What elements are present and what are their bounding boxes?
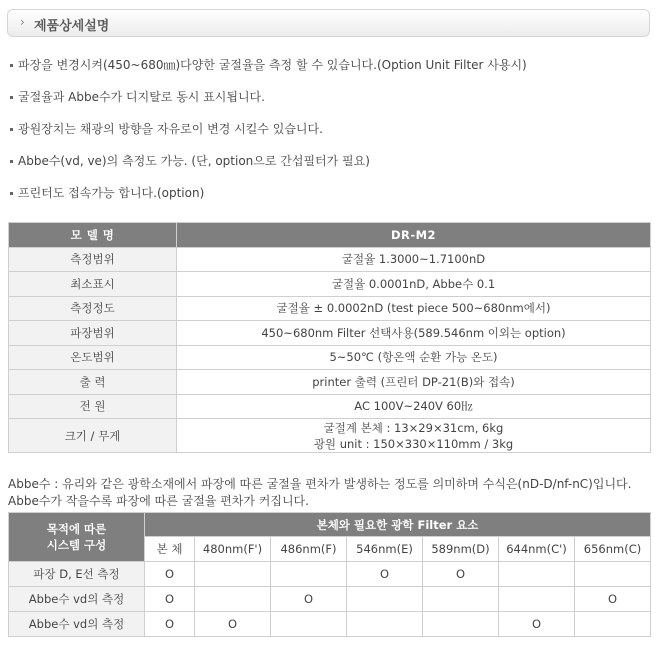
filter-cell — [271, 562, 347, 587]
filter-column-header: 486nm(F) — [271, 537, 347, 562]
feature-item: 광원장치는 채광의 방향을 자유로이 변경 시킬수 있습니다. — [10, 120, 323, 137]
filter-corner-header: 목적에 따른 시스템 구성 — [9, 513, 145, 562]
spec-header-label: 모 델 명 — [9, 223, 177, 248]
filter-cell — [423, 587, 499, 612]
spec-value: 굴절율 1.3000~1.7100nD — [177, 247, 651, 272]
bullet-icon — [10, 128, 13, 131]
spec-label: 측정범위 — [9, 247, 177, 272]
spec-value: 굴절율 0.0001nD, Abbe수 0.1 — [177, 272, 651, 297]
chevron-right-icon: › — [20, 15, 25, 29]
spec-label: 온도범위 — [9, 345, 177, 370]
filter-cell — [347, 587, 423, 612]
table-row — [9, 296, 651, 321]
spec-value: 450~680nm Filter 선택사용(589.546nm 이외는 option) — [177, 321, 651, 346]
filter-cell — [499, 562, 575, 587]
filter-cell — [347, 612, 423, 637]
table-row — [9, 272, 651, 297]
bullet-icon — [10, 192, 13, 195]
table-row — [9, 419, 651, 453]
spec-table — [8, 222, 651, 453]
filter-cell: O — [347, 562, 423, 587]
filter-column-header: 본 체 — [145, 537, 195, 562]
filter-cell: O — [195, 612, 271, 637]
filter-table — [8, 512, 651, 637]
filter-column-header: 480nm(F') — [195, 537, 271, 562]
feature-item: 굴절율과 Abbe수가 디지탈로 동시 표시됩니다. — [10, 88, 265, 105]
filter-cell — [423, 612, 499, 637]
filter-cell: O — [271, 587, 347, 612]
filter-cell — [575, 562, 651, 587]
filter-cell: O — [423, 562, 499, 587]
table-row — [9, 345, 651, 370]
bullet-icon — [10, 96, 13, 99]
filter-cell — [271, 612, 347, 637]
table-row — [9, 612, 651, 637]
filter-header-row — [9, 513, 651, 537]
bullet-icon — [10, 64, 13, 67]
filter-column-header: 546nm(E) — [347, 537, 423, 562]
filter-cell: O — [145, 587, 195, 612]
table-row — [9, 370, 651, 395]
filter-row-label: Abbe수 vd의 측정 — [9, 587, 145, 612]
filter-cell — [499, 587, 575, 612]
filter-cell — [195, 562, 271, 587]
section-title: 제품상세설명 — [34, 19, 110, 34]
table-row — [9, 394, 651, 419]
filter-cell — [575, 612, 651, 637]
feature-item: Abbe수(vd, ve)의 측정도 가능. (단, option으로 간섭필터가 필요) — [10, 152, 370, 169]
filter-column-header: 656nm(C) — [575, 537, 651, 562]
table-row — [9, 321, 651, 346]
section-header — [7, 9, 650, 37]
filter-column-header: 589nm(D) — [423, 537, 499, 562]
filter-cell: O — [145, 612, 195, 637]
filter-group-header: 본체와 필요한 광학 Filter 요소 — [145, 513, 651, 537]
feature-item: 프린터도 접속가능 합니다.(option) — [10, 184, 204, 201]
table-row — [9, 247, 651, 272]
filter-cell — [195, 587, 271, 612]
spec-value: printer 출력 (프린터 DP-21(B)와 접속) — [177, 370, 651, 395]
bullet-icon — [10, 160, 13, 163]
table-row — [9, 562, 651, 587]
spec-value: 굴절율 ± 0.0002nD (test piece 500~680nm에서) — [177, 296, 651, 321]
spec-label: 측정정도 — [9, 296, 177, 321]
abbe-note: Abbe수 : 유리와 같은 광학소재에서 파장에 따른 굴절율 편차가 발생하는 정도를 의미하며 수식은(nD-D/nf-nC)입니다. Abbe수가 작을수록 파장에 따른 굴절율 편차가 커집니다. — [8, 477, 632, 508]
spec-header-model: DR-M2 — [177, 223, 651, 248]
spec-value: 굴절계 본체 : 13×29×31cm, 6kg 광원 unit : 150×330×110mm / 3kg — [177, 419, 651, 453]
filter-row-label: Abbe수 vd의 측정 — [9, 612, 145, 637]
spec-header-row — [9, 223, 651, 248]
feature-item: 파장을 변경시켜(450~680㎚)다양한 굴절율을 측정 할 수 있습니다.(Option Unit Filter 사용시) — [10, 56, 527, 73]
spec-label: 크기 / 무게 — [9, 419, 177, 453]
filter-cell: O — [499, 612, 575, 637]
filter-column-header: 644nm(C') — [499, 537, 575, 562]
spec-label: 최소표시 — [9, 272, 177, 297]
spec-label: 전 원 — [9, 394, 177, 419]
table-row — [9, 587, 651, 612]
filter-cell: O — [575, 587, 651, 612]
spec-value: AC 100V~240V 60㎐ — [177, 394, 651, 419]
spec-value: 5~50℃ (항온액 순환 가능 온도) — [177, 345, 651, 370]
filter-row-label: 파장 D, E선 측정 — [9, 562, 145, 587]
spec-label: 파장범위 — [9, 321, 177, 346]
filter-cell: O — [145, 562, 195, 587]
spec-label: 출 력 — [9, 370, 177, 395]
